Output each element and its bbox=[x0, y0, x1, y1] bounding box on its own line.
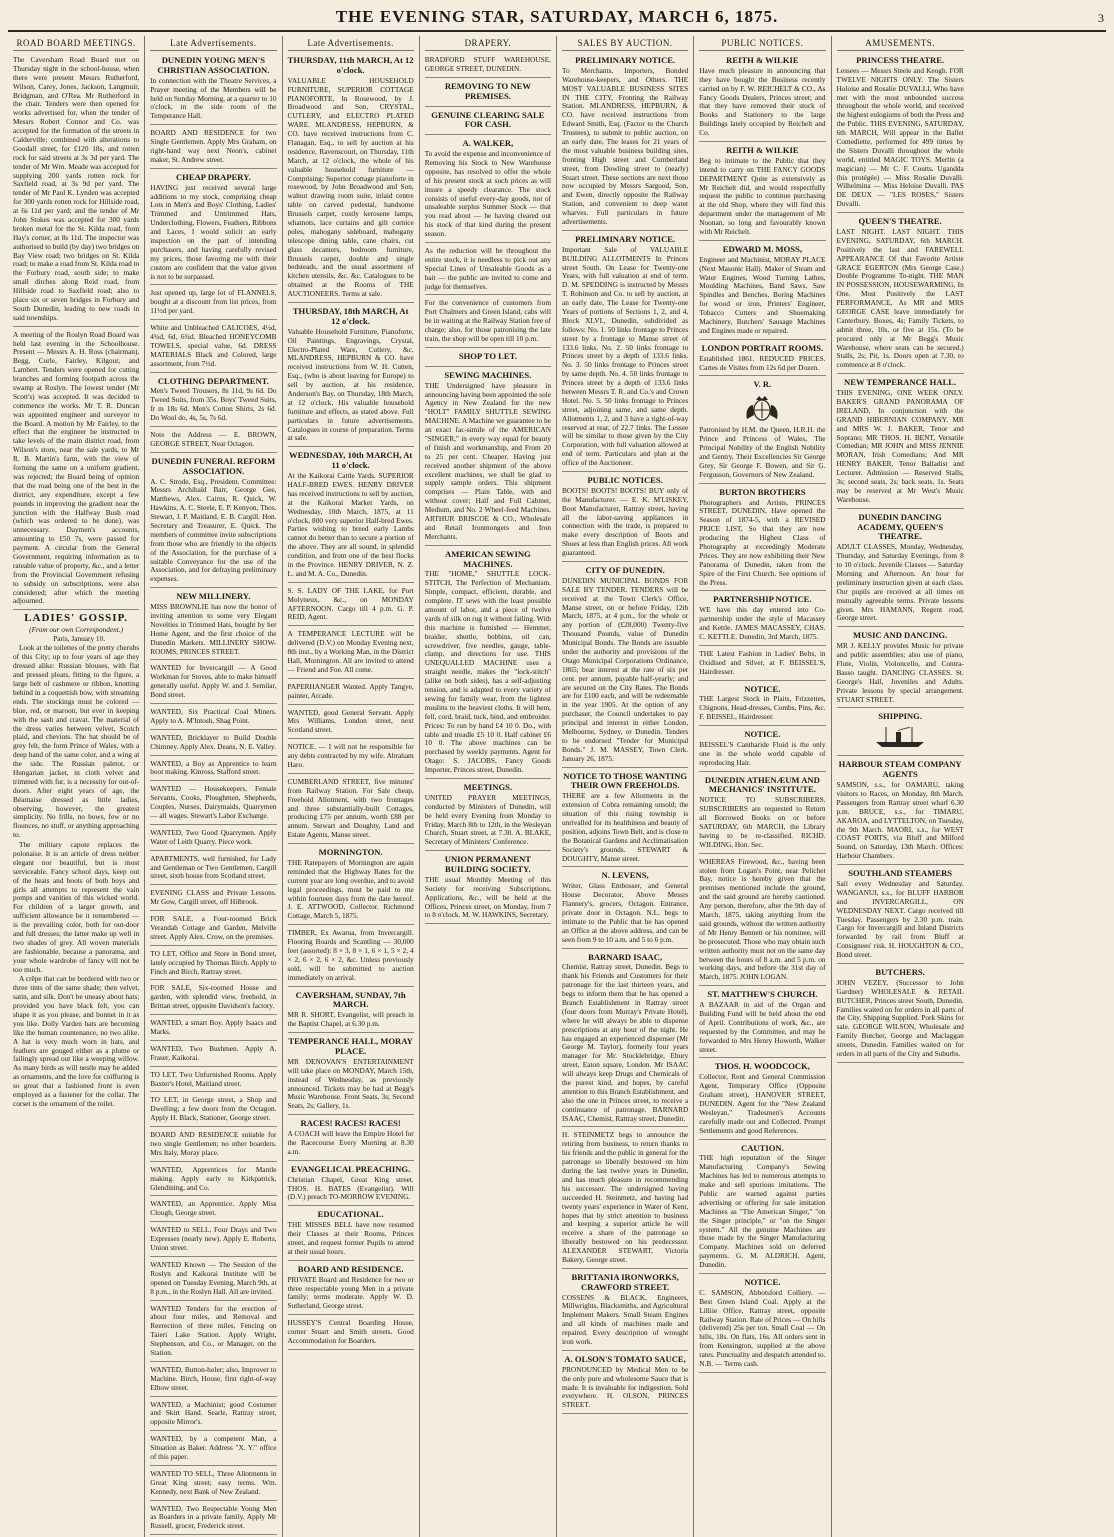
ad-text: WE have this day entered into Co-partnership under the style of Macassey and Kettle. JAMES MACASSEY, CHAS. C. KETTLE. Dunedin, 3rd March, 1875. bbox=[699, 605, 826, 641]
ad-text: MISS BROWNLIE has now the honor of inviting attention to some very Elegant Novelties in Trimmed Hats, bought by her Home Agent, and the first choice of the Dunedin Markets. MILLINERY SHOW-ROOMS, PRINCES STREET. bbox=[150, 602, 277, 656]
ad-text: WANTED, Two Respectable Young Men as Boarders in a private family. Apply Mr Russell, grocer, Frederick street. bbox=[150, 1503, 277, 1531]
ad-title: BUTCHERS. bbox=[875, 966, 925, 977]
ad-title: REITH & WILKIE bbox=[726, 144, 799, 155]
ad-text: MR R. SHORT, Evangelist, will preach in the Baptist Chapel, at 6.30 p.m. bbox=[287, 1010, 414, 1029]
ad-preliminary-notice bbox=[562, 54, 688, 231]
ad-text: HUSSEY'S Central Boarding House, corner Stuart and Smith streets. Good Accommodation for Boarders. bbox=[287, 1318, 414, 1345]
ad-text: As the reduction will be throughout the entire stock, it is needless to pick out any Special Lines of Unsaleable Goods as a bait — the public are invited to come and judge for themselves. bbox=[424, 246, 551, 291]
ad-text: SAMSON, s.s., for OAMARU, taking visitors to Races, on Monday, 8th March. Passengers from Rattray street wharf 6.30 p.m. BRUCE, s.s., for TIMARU, AKAROA, and LYTTELTON, on Tuesday, the 9th March. MAORI, s.s., for WEST COAST PORTS, via Bluff and Milford Sound, on Saturday, 13th March. Offices: Harbour Chambers. bbox=[836, 780, 964, 861]
ad-title: CAUTION. bbox=[741, 1142, 784, 1153]
ad-evening-class-and-private-lessons bbox=[150, 887, 276, 911]
ad-meetings bbox=[425, 781, 551, 851]
ad-title: CLOTHING DEPARTMENT. bbox=[157, 375, 269, 386]
column-public-notices bbox=[694, 36, 831, 1537]
ad-city-of-dunedin bbox=[562, 564, 688, 768]
column-sales-by-auction bbox=[557, 36, 694, 1537]
ad-whereas-firewood bbox=[699, 856, 825, 986]
ad-apartments bbox=[150, 853, 276, 886]
ad-title: CAVERSHAM, SUNDAY, 7th MARCH. bbox=[295, 989, 406, 1010]
ad-title: NOTICE. bbox=[744, 729, 781, 740]
ad-wanted bbox=[150, 732, 276, 756]
ad-text: To Merchants, Importers, Bonded Warehouse-keepers, and Others. THE MOST VALUABLE BUSINESS SITES IN THE CITY, Fronting the Railway Station. MLANDRESS, HEPBURN, & CO. have received instructions from Edward Smith, Esq. (Factor to the Church Trustees), to submit to public auction, on an early date, The leases for 21 years of the most valuable business building sites, fronting High street and Cumberland street, from Dowling street to (nearly) Stuart street. These sections are next those now occupied by Messrs Sargood, Son, and Ewen, directly opposite the Railway Station, and convenient to deep water wharves. Full particulars in future advertisements. bbox=[562, 65, 689, 226]
ad-title: BRITTANIA IRONWORKS, CRAWFORD STREET. bbox=[571, 1271, 679, 1292]
ad-hussey-s-central-boarding-house bbox=[288, 1317, 414, 1350]
ad-wanted bbox=[150, 758, 276, 782]
ad-text: UNITED PRAYER MEETINGS, conducted by Ministers of Dunedin, will be held every Evening from Monday to Friday, March 8th to 12th, in the Wesleyan Church, Stuart street, at 7.30. A. BLAKE, Secretary of Ministers' Conference. bbox=[424, 792, 551, 847]
ad-text: APARTMENTS, well furnished, for Lady and Gentleman or Two Gentlemen, Cargill street, sixth house from Scotland street. bbox=[150, 853, 277, 881]
ad-title: PRELIMINARY NOTICE. bbox=[575, 54, 676, 65]
ad-wednesday-10th-march-at-11-o-clock bbox=[288, 449, 414, 582]
ad-thursday-11th-march-at-12-o-clock bbox=[288, 54, 414, 303]
ad-educational bbox=[288, 1208, 414, 1260]
ad-title: MORNINGTON. bbox=[318, 847, 383, 858]
ad-n-levens bbox=[562, 869, 688, 948]
ad-text: BOARD AND RESIDENCE for two Single Gentlemen. Apply Mrs Graham, on right-hand way next Neon's, cabinet maker, St. Andrew street. bbox=[150, 128, 277, 164]
ad-sewing-machines bbox=[425, 369, 551, 546]
ad-the-latest-fashion-in-ladies-belts bbox=[699, 648, 825, 681]
column-heading: SALES BY AUCTION. bbox=[562, 38, 688, 51]
ad-text: Note the Address — E. BROWN, GEORGE STREET, Near Octagon. bbox=[150, 429, 277, 448]
ad-white-and-unbleached-calicoes bbox=[150, 322, 276, 372]
ad-title: PUBLIC NOTICES. bbox=[587, 475, 663, 486]
ad-text: WANTED, a Machinist; good Costumer and Skirt Hand. Searle, Rattray street, opposite Mirror's. bbox=[150, 1399, 277, 1427]
ad-title: DUNEDIN FUNERAL REFORM ASSOCIATION. bbox=[151, 455, 276, 476]
ad-text: A BAZAAR in aid of the Organ and Building Fund will be held about the end of April. Contributions of work, &c., are requested by the Committee, and may be forwarded to Mrs Henry Howorth, Walker street. bbox=[699, 1000, 826, 1054]
ad-title: REITH & WILKIE bbox=[726, 54, 799, 65]
ad-bradford-stuff-warehouse bbox=[425, 54, 551, 78]
article-roslyn-board bbox=[13, 329, 139, 611]
ad-races-races-races bbox=[288, 1117, 414, 1161]
ad-to-let bbox=[150, 1069, 276, 1093]
ad-title: NEW TEMPERANCE HALL. bbox=[844, 377, 957, 388]
ad-title: BOARD AND RESIDENCE. bbox=[297, 1263, 404, 1274]
ad-text: FOR SALE, Six-roomed House and garden, with splendid view, freehold, in Brittan street, opposite Davidson's factory. bbox=[150, 983, 277, 1011]
ad-text: WANTED to SELL, Four Drays and Two Expresses (nearly new). Apply E. Roberts, Union street. bbox=[150, 1225, 277, 1253]
ad-union-permanent-building-society bbox=[425, 853, 551, 924]
ad-caution bbox=[699, 1142, 825, 1274]
ad-southland-steamers bbox=[837, 867, 964, 964]
ad-text: PAPERHANGER Wanted. Apply Tangye, painter, Arcade. bbox=[287, 681, 414, 700]
ad-text: A. C. Strode, Esq., President. Committee: Messrs Archibald Barr, George Gee, Matthews, Alex. Cairns, R. Quick, W. Hawkins, A. C. Steele, E. P. Kenyon, Thos. Stewart, J. P. Maitland, E. B. Cargill. Hon. Secretary and Treasurer, E. Quick. The members of committee invite subscriptions from those who are friendly to the objects of the Association, for the purchase of a suitable Conveyance for the use of the Association, and for defraying preliminary expenses. bbox=[150, 476, 277, 584]
ad-title: A. OLSON'S TOMATO SAUCE, bbox=[564, 1353, 686, 1364]
ad-london-portrait-rooms bbox=[699, 342, 825, 377]
ad-text: C. SAMSON, Abbotsford Colliery. — Best Green Island Coal. Apply at the Lilliie Office, Rattray street, opposite Railway Station. Rate of Prices — On hills (delivered) 25s per ton. Small Coal — On hills, 18s. On flats, 16s. All orders sent in from Kensington, supplied at the above rates. Punctuality and despatch attended to. N.B. — Terms cash. bbox=[699, 1287, 826, 1368]
ad-wanted bbox=[150, 1433, 276, 1466]
ad-title: THURSDAY, 18th MARCH, At 12 o'clock. bbox=[292, 305, 409, 326]
ad-text: THE Ratepayers of Mornington are again reminded that the Highway Rates for the current year are long overdue, and to avoid legal proceedings, must be paid to me within fourteen days from the date hereof. J. E. ATTWOOD, Collector. Richmond Cottage, March 5, 1875. bbox=[287, 858, 414, 921]
ad-title: REMOVING TO NEW PREMISES. bbox=[444, 80, 531, 101]
ad-text: THE high reputation of the Singer Manufacturing Company's Sewing Machines has led to numerous attempts to make and sell spurious imitations. The Public are warned against parties advertising or offering for sale imitation Machines as "The American Singer," "on the Singer principle," or "on the Singer system." All the genuine Machines are those made by the Singer Manufacturing Company. Machines sold on deferred payments. G. M. ALDRICH, Agent, Dunedin. bbox=[699, 1153, 826, 1270]
ad-text: Photographers and Artists, PRINCES STREET, DUNEDIN, Have opened the Season of 1874-5, with a REVISED PRICE LIST, So that they are now producing the Highest Class of Photography at exceedingly Moderate Prices. They are now exhibiting their New Panorama of Dunedin, taken from the Spire of the First Church. See opinions of the Press. bbox=[699, 497, 826, 587]
ad-text: Valuable Household Furniture, Pianoforte, Oil Paintings, Engravings, Crystal, Electro-Plated Ware, Cutlery, &c. MLANDRESS, HEPBURN & CO. have received instructions from W. H. Cutten, Esq., (who is about leaving for Europe) to sell by auction, at his residence, Anderson's Bay, on Thursday, 18th March, at 12 o'clock, His valuable household furniture and effects, as stated above. Full particulars in future advertisements. Catalogues in course of preparation. Terms at sale. bbox=[287, 326, 414, 443]
ad-text: THE MISSES BELL have now resumed their Classes at their Rooms, Princes street, and request former Pupils to attend at their usual hours. bbox=[287, 1220, 414, 1256]
ad-wanted-housekeepers bbox=[150, 783, 276, 825]
ad-wanted bbox=[150, 706, 276, 730]
ad-a-walker bbox=[425, 137, 551, 243]
ad-text: TIMBER, Ex Awarua, from Invercargill. Flooring Boards and Scantling — 30,000 feet (assorted): 8 × 3, 8 × 1, 6 × 1, 5 × 2, 4 × 2, 6 × 2, 6 × 2, &c. Unless previously sold, will be submitted to auction immediately on arrival. bbox=[287, 928, 414, 982]
ad-preliminary-notice bbox=[562, 233, 688, 472]
ad-text: DUNEDIN MUNICIPAL BONDS FOR SALE BY TENDER. TENDERS will be received at the Town Clerk's Office, Manse street, on or before Friday, 12th March, 1875, at 4 p.m., for the whole or any portion of (£28,000) Twenty-five Thousand Pounds, value of Dunedin Municipal Bonds. The Bonds are issuable under the authority and provisions of the Otago Municipal Corporations Ordinance, 1865; bear interest at the rate of six per cent. per annum, payable half-yearly; and are secured on the City Rates. The Bonds are for £100 each, and will be redeemable in the year 1905. At the option of any purchaser, the Council undertakes to pay principal and interest in either London, Melbourne, Sydney, or Dunedin. Tenders to be endorsed "Tender for Municipal Bonds." J. M. MASSEY, Town Clerk. January 26, 1875. bbox=[562, 575, 689, 763]
ad-title: TEMPERANCE HALL, MORAY PLACE. bbox=[288, 1036, 413, 1056]
ad-shop-to-let bbox=[425, 350, 551, 367]
ad-text: WANTED — Housekeepers, Female Servants, Cooks, Ploughmen, Shepherds, Couples, Nurses, Dairymaids, Quarrymen — all wages. Stewart's Labor Exchange. bbox=[150, 784, 277, 820]
ad-text: Just opened up, large lot of FLANNELS, bought at a discount from list prices, from 11½d per yard. bbox=[150, 288, 277, 316]
column-late-ads-1 bbox=[145, 36, 282, 1537]
column-drapery bbox=[420, 36, 557, 1537]
ad-title: WEDNESDAY, 10th MARCH, At 11 o'clock. bbox=[288, 450, 413, 471]
ad-title: V. R. bbox=[753, 379, 772, 390]
ad-princess-theatre bbox=[837, 54, 964, 213]
ad-st-matthew-s-church bbox=[699, 988, 825, 1058]
ad-text: TO LET, Two Unfurnished Rooms. Apply Baxter's Hotel, Maitland street. bbox=[150, 1069, 277, 1088]
ad-for-the-convenience-of-customers-from-po bbox=[425, 297, 551, 347]
ad-text: BOARD AND RESIDENCE suitable for two single Gentlemen; no other boarders. Mrs Italy, Moray place. bbox=[150, 1130, 277, 1157]
column-road-board bbox=[8, 36, 145, 1537]
ad-text: Chemist, Rattray street, Dunedin. Begs to thank his Friends and Customers for their patronage for the last thirteen years, and begs to inform them that he has opened a Branch Establishment in Rattray street (four doors from Murray's Private Hotel), where he will always be able to dispense prescriptions at any hour of the night. He has engaged an experienced dispenser (Mr George M. Taylor), formerly four years manager for Mr. Stocklebridge, Ebury street, Eaton square, London. Mr ISAAC will always keep Drugs and Chemicals of the purest kind, and hopes, by careful attention to this Branch Establishment, and also the one in Princes street, to receive a continuance of patronage. BARNARD ISAAC, Chemist, Rattray street, Dunedin. bbox=[562, 962, 689, 1123]
newspaper-columns bbox=[8, 36, 1106, 1531]
ad-text: WANTED, Bricklayer to Build Double Chimney. Apply Alex. Deans, N. E. Valley. bbox=[150, 732, 277, 751]
ad-to-let bbox=[150, 1094, 276, 1127]
ad-title: CHEAP DRAPERY. bbox=[175, 171, 251, 182]
ad-wanted bbox=[150, 1017, 276, 1041]
ad-text: EVENING CLASS and Private Lessons. Mr Gow, Cargill street, off Hilbrook. bbox=[150, 888, 277, 907]
ad-text: S. S. LADY OF THE LAKE, for Port Molyneux, &c., on MONDAY AFTERNOON. Cargo till 4 p.m. G. P. REID, Agent. bbox=[287, 585, 414, 622]
ad-text: ADULT CLASSES, Monday, Wednesday, Thursday, and Saturday Evenings, from 8 to 10 o'clock. Juvenile Classes — Saturday Morning and Afternoon. An hour for preliminary instruction given at each class. Our pupils are received at all times on mutually agreeable terms. Private lessons given. Mrs HAMANN, Regent road, George street. bbox=[836, 542, 964, 623]
ad-dunedin-young-men-s-christian-associatio bbox=[150, 54, 276, 125]
article-caversham-board bbox=[13, 54, 139, 327]
ad-notice bbox=[699, 1276, 825, 1373]
ad-removing-to-new-premises bbox=[425, 80, 551, 107]
ad-a-olson-s-tomato-sauce bbox=[562, 1353, 688, 1414]
ad-mornington bbox=[288, 846, 414, 925]
article-text: The Caversham Road Board met on Thursday night in the school-house, when there were present Messrs Rutherford, Wilson, Carey, Jones, Jackson, Langmuir, Bridgman, and O'Rea. Mr Rutherford in the chair. Tenders were then opened for works advertised for, when the tender of Messrs Robert Connor and Co. was accepted for the formation of the streets in Calderville; combined with alterations to Goodall street, for £120 18s, and rotten rock for said streets at 3s 3d per yard. The tender of Mr Wm. Meade was accepted for supplying 200 yards rotten rock for Saxfield road, at 3s 9d per yard. The tender of Mr Paul K. Lynden was accepted for 300 yards rotten rock for Hillside road, at 6s 11d per yard; and the tender of Mr John Stokes was accepted for 300 yards broken metal for the St. Kilda road, from Hay's corner, at 8s 11d. The inspector was authorised to build (by day) two bridges on Bay View road; two bridges on St. Kilda road; to make a road from St. Kilda road to the Forbury road, south side; to make small ditches along Reid road, from Hillside road to Saxfield road; also to place six or seven bridges in Forbury and South Dunedin, leading to new roads in said townships. bbox=[13, 54, 140, 322]
ad-text: WANTED, Two Bushmen. Apply A. Fraser, Kaikorai. bbox=[150, 1043, 277, 1062]
ad-text: PRIVATE Board and Residence for two or three respectable young Men in a private family; terms moderate. Apply W. D. Sutherland, George street. bbox=[287, 1274, 414, 1311]
column-heading: DRAPERY. bbox=[425, 38, 551, 51]
ad-text: A COACH will leave the Empire Hotel for the Racecourse Every Morning at 8.30 a.m. bbox=[287, 1129, 414, 1156]
ad-wanted bbox=[150, 1198, 276, 1222]
ad-text: WANTED, Apprentices for Mantle making. Apply early to Kirkpatrick, Glendining, and Co. bbox=[150, 1164, 277, 1192]
ad-music-and-dancing bbox=[837, 629, 964, 708]
ad-text: JOHN VEZEY, (Successor to John Gardner) WHOLESALE & RETAIL BUTCHER, Princes street South, Dunedin. Families waited on for orders in all parts of the City. Shipping Supplied. Pork Skins for sale. GEORGE WILSON, Wholesale and Family Butcher, George and Maclaggan streets, Dunedin. Families waited on for orders in all parts of the City and Suburbs. bbox=[836, 977, 964, 1058]
ad-title: BARNARD ISAAC, bbox=[588, 951, 663, 962]
ad-text: MR DENOVAN'S ENTERTAINMENT will take place on MONDAY, March 15th, instead of Wednesday, as previously announced. Tickets may be had at Begg's Music Warehouse. Front Seats, 3s; Second Seats, 2s; Gallery, 1s. bbox=[287, 1056, 414, 1111]
ad-title: QUEEN'S THEATRE. bbox=[858, 216, 942, 227]
ad-text: Established 1861. REDUCED PRICES. Cartes de Visites from 12s 6d per Dozen. bbox=[699, 353, 826, 372]
ad-text: Collector, Rent and General Commission Agent, Temporary Office (Opposite Graham street), HANOVER STREET, DUNEDIN. Agent for the "New Zealand Wesleyan." Tradesmen's Accounts carefully made out and Collected. Prompt Settlements and good References. bbox=[699, 1072, 826, 1135]
gossip-paragraph: Look at the toilettes of the pretty cherubs of this City; up to four years of age they dressed alike: Russian blouses, with flat and pressed pleats, fitting to the figure, a large belt of cashmere or ribbon, knotting behind in a coquettish bow, with streaming ends. The stockings must be colored — blue, red, or maroon, but ever in keeping with the sash and cravat. The material of the dress varies between velvet, Scotch plaid, and cheviots. The hat should be of grey felt, the form Prince of Wales, with a deep band of the same color, and a wing at the side. The Russian paletot, or Hungarian jacket, in cloth velvet and trimmed with fur, is a necessity for out-of-doors. After eight years of age, the Béarnaise dressed as little ladies, observing, however, the greatest simplicity. No frills, no bows, few or no flounces, no stuff, or anything approaching to. bbox=[13, 643, 140, 840]
ad-title: DUNEDIN ATHENÆUM AND MECHANICS' INSTITUTE. bbox=[704, 774, 820, 795]
ad-text: Engineer and Machinist, MORAY PLACE (Next Masonic Hall). Maker of Steam and Water Engines, Wood Turning Lathes, Moulding Machines, Band Saws, Saw Spindles and Benches, Boring Machines for wood or iron, Printers' Engineer, Tobacco Cutters and Shoemaking Machinery, Butchers' Sausage Machines and Engines made or repaired. bbox=[699, 254, 826, 335]
ad-wanted bbox=[150, 1503, 276, 1536]
ad-text: THERE are a few Allotments in the extension of Cobra remaining unsold; the situation of this rising township is unrivalled for its healthiness and beauty of position, adjoins Town Belt, and is close to the Botanical Gardens and Acclimatisation Society's grounds. STEWART & DOUGHTY, Manse street. bbox=[562, 791, 689, 863]
ad-text: Patronised by H.M. the Queen, H.R.H. the Prince and Princess of Wales, The Principal Nobility of the English Nobility and Gentry, Their Excellencies Sir George Grey, Sir George F. Bowen, and Sir G. Fergusson, Governors of New Zealand. bbox=[699, 425, 826, 479]
ad-harbour-steam-company-agents bbox=[837, 758, 964, 865]
column-amusements bbox=[832, 36, 969, 1537]
correspondent-note: (From our own Correspondent.) bbox=[29, 624, 124, 634]
ad-queen-s-theatre bbox=[837, 215, 964, 374]
ad-text: NOTICE. — I will not be responsible for any debts contracted by my wife. Abraham Haro. bbox=[287, 742, 414, 769]
ad-title: PARTNERSHIP NOTICE. bbox=[713, 594, 812, 605]
ad-public-notices bbox=[562, 474, 688, 562]
ad-text: H. STEINMETZ begs to announce the retiring from business, to return thanks to his friends and the public in general for the patronage so liberally bestowed on him during the last twelve years in Dunedin, and has much pleasure in recommending his successor. The undersigned having succeeded H. Steinmetz, and having had twenty years' experience in Water of Kent, hopes that by strict attention to business and keeping a superior article he will receive a share of the patronage so liberally bestowed on his predecessor. ALEXANDER STEWART, Victoria Bakery, George street. bbox=[562, 1130, 689, 1264]
ad-text: WANTED, a smart Boy. Apply Isaacs and Marks. bbox=[150, 1018, 277, 1037]
ad-as-the-reduction-will-be-throughout-the- bbox=[425, 245, 551, 295]
ad-text: THE Latest Fashion in Ladies' Belts, in Oxidised and Silver, at F. BEISSEL'S, Hairdresser. bbox=[699, 648, 826, 676]
ad-wanted-for-invercargill-a-good-workman-f bbox=[150, 662, 276, 704]
ad-notice bbox=[699, 683, 825, 727]
ad-title: NOTICE. bbox=[744, 1276, 781, 1287]
ad-wanted bbox=[150, 1043, 276, 1067]
ad-barnard-isaac bbox=[562, 951, 688, 1128]
ad-text: PRONOUNCED by Medical Men to be the only pure and wholesome Sauce that is made. It is invaluable for indigestion. Sold everywhere. H. OLSON, PRINCES STREET. bbox=[562, 1364, 689, 1410]
royal-coat-of-arms-icon bbox=[739, 393, 785, 423]
ad-text: In connection with the Theatre Services, a Prayer meeting of the Members will be held on Sunday Morning, at a quarter to 10 o'clock, in the side room of the Temperance Hall. bbox=[150, 75, 277, 121]
ad-wanted-tenders-for-the-erection-of-about bbox=[150, 1303, 276, 1362]
ad-text: Writer, Glass Embosser, and General House Decorator, Above Messrs Flannery's, grocers, Octagon. Entrance, private door in Octagon. N.L. begs to intimate to the Public that he has opened an Office at the above address, and can be seen from 9 to 10 a.m. and 5 to 6 p.m. bbox=[562, 881, 689, 944]
ad-evangelical-preaching bbox=[288, 1163, 414, 1207]
ad-title: THOS. H. WOODCOCK, bbox=[714, 1061, 810, 1072]
ad-new-millinery bbox=[150, 590, 276, 660]
ad-butchers bbox=[837, 966, 964, 1063]
ad-american-sewing-machines bbox=[425, 548, 551, 779]
ad-title: NOTICE TO THOSE WANTING THEIR OWN FREEHOLDS. bbox=[563, 770, 688, 791]
ad-text: THE usual Monthly Meeting of this Society for receiving Subscriptions, Applications, &c., will be held at the Offices, Princes street, on Monday, from 7 to 8 o'clock. M. W. HAWKINS, Secretary. bbox=[424, 874, 551, 920]
ad-text: HAVING just received several large additions to my stock, comprising cheap Lots in Men's and Boys' Clothing, Ladies' Trimmed and Untrimmed Hats, Underclothing, Flowers, Feathers, Ribbons and Laces, I would solicit an early inspection on the part of intending purchasers, and having carefully revised my prices, those favoring me with their custom are confident that the value given is not to be surpassed. bbox=[150, 182, 277, 281]
ad-text: WANTED, good General Servant. Apply Mrs Williams, London street, next Scotland street. bbox=[287, 707, 414, 735]
ad-text: NOTICE TO SUBSCRIBERS. SUBSCRIBERS are requested to Return all Borrowed Books on or before SATURDAY, 6th MARCH, the Library having to be re-classified. RICHD. WILDING, Hon. Sec. bbox=[699, 795, 826, 849]
ad-notice bbox=[288, 741, 414, 774]
ad-text: WANTED TO SELL, Three Allotments in Great King street; easy terms. Wm. Kennedy, next Bank of New Zealand. bbox=[150, 1468, 277, 1496]
column-late-ads-2 bbox=[283, 36, 420, 1537]
ad-clothing-department bbox=[150, 375, 276, 427]
ad-text: Beg to intimate to the Public that they intend to carry on THE FANCY GOODS DEPARTMENT Quite as extensively as Mr Reichelt did, and would respectfully request the public to continue purchasing at the old Shop, where they will find this department under the management of Mr Noonan, so long and favourably known with Mr Reichelt. bbox=[699, 155, 826, 236]
ad-title: EVANGELICAL PREACHING. bbox=[291, 1163, 411, 1174]
ad-text: THE Undersigned have pleasure in announcing having been appointed the sole Agency in New Zealand for the new "HOLT" FAMILY SHUTTLE SEWING MACHINE. A Machine we guarantee to be an exact fac-simile of the AMERICAN "SINGER," in every way equal for beauty of finish and workmanship, and From 20 to 25 per cent. Cheaper. Having just received another shipment of the above excellent machines, we shall be glad to supply sample orders. This shipment comprises — Plain Table, with and without cover; Half and Full Cabinet, Medium, and No. 2 Wheel-feed Machines. ARTHUR BRISCOE & CO., Wholesale and Retail Ironmongers and Iron Merchants. bbox=[424, 380, 551, 541]
ad-text: WANTED, an Apprentice. Apply Miss Clough, George street. bbox=[150, 1199, 277, 1218]
ad-text: To avoid the expense and inconvenience of Removing his Stock to New Warehouse opposite, has resolved to offer the whole of his present stock at such prices as will insure a speedy clearance. The stock consists of useful every-day goods, not of unsaleable surplus Summer Stock — that you read about — he having cleared out his stock of that kind during the present season. bbox=[424, 149, 551, 239]
ad-text: TO LET, Office and Store in Bond street, lately occupied by Thomas Birch. Apply to Finch and Birch, Rattray street. bbox=[150, 948, 277, 976]
column-heading: Late Advertisements. bbox=[288, 38, 414, 51]
ad-reith-wilkie bbox=[699, 54, 825, 142]
ad-title: MEETINGS. bbox=[463, 781, 513, 792]
ad-wanted bbox=[150, 827, 276, 851]
ad-text: Have much pleasure in announcing that they have bought the Business recently carried on by F. W. REICHELT & CO., As Fancy Goods Dealers, Princes street; and that they have removed their stock of Books and Stationery to the large Buildings lately occupied by Reichelt and Co. bbox=[699, 65, 826, 138]
steamship-icon bbox=[870, 725, 930, 749]
ad-text: WANTED, Six Practical Coal Miners. Apply to A. M'Intosh, Shag Point. bbox=[150, 706, 277, 725]
ad-text: Men's Tweed Trousers, 8s 11d, 9s 6d. Do Tweed Suits, from 35s. Boys' Tweed Suits, fr m 18s 6d. Men's Cotton Shirts, 2s 6d. Do Wool do, 4s, 5s, 7s 6d. bbox=[150, 386, 277, 423]
page-number: 3 bbox=[1098, 11, 1104, 25]
ad-v-r bbox=[699, 378, 825, 483]
ad-text: Important Sale of VALUABLE BUILDING ALLOTMENTS In Princes street South. On Lease for Twenty-one Years, with full valuation at end of term. D. M. SPEDDING is instructed by Messrs T. Robinson and Co. to sell by auction, at an early date, The Lease for Twenty-one Years of portions of Sections 1, 2, and 4, Block XLVI., Dunedin, subdivided as follows: No. 1. 50 links frontage to Princes street by a frontage to Manse street of 133.6 links. No. 2. 50 links frontage to Princes street by a depth of 133.6 links. No. 3. 50 links frontage to Princes street by same depth. No. 4. 50 links frontage to Princes street by a depth of 133.6 links between Messrs T. R. and Co.'s and Crown Hotel. No. 5. 50 links frontage to Princes street, adjoining same, and same depth. Allotments 1, 2, and 3 have a right-of-way reserved at rear, of 22.7 links. The Lessee will be similar to those given by the City Corporation, with full valuation allowed at end of term. Particulars and plan at the office of the Auctioneer. bbox=[562, 244, 689, 468]
ad-title: LONDON PORTRAIT ROOMS. bbox=[701, 342, 824, 353]
ad-wanted-to-sell bbox=[150, 1224, 276, 1257]
ad-title: SEWING MACHINES. bbox=[444, 369, 532, 380]
ad-text: Sail every Wednesday and Saturday. WANGANUI, s.s., for BLUFF HARBOR and INVERCARGILL, ON WEDNESDAY NEXT. Cargo received till Tuesday. Passengers by 2.30 p.m. train. Cargo for Invercargill and Inland Districts forwarded by rail from Bluff at Consignees' risk. H. HOUGHTON & CO., Bond street. bbox=[836, 878, 964, 960]
ad-dunedin-athen-um-and-mechanics-institute bbox=[699, 774, 825, 854]
ad-edward-m-moss bbox=[699, 243, 825, 340]
column-heading: ROAD BOARD MEETINGS. bbox=[13, 38, 139, 51]
column-heading: PUBLIC NOTICES. bbox=[699, 38, 825, 51]
ad-cumberland-street bbox=[288, 776, 414, 844]
ad-just-opened-up bbox=[150, 287, 276, 320]
gossip-dateline: Paris, January 10. bbox=[53, 633, 106, 643]
ad-title: GENUINE CLEARING SALE FOR CASH. bbox=[431, 109, 545, 130]
gossip-paragraph: The military capote replaces the polonaise. It is an article of dress neither elegant nor beautiful, but is most serviceable. Fancy school days, keep out of the heats and boots of both boys and girls all attempts to represent the vain pomps and vanities of this wicked world. For children of a larger growth, and sufficient allowance be it remembered — is the prevailing color, both for out-door and full dresses; the latter make up well in two shades of grey. All woven materials are fashionable, because a panorama, and your whole wardrobe of fancy will not be too much. bbox=[13, 840, 140, 974]
article-text: A meeting of the Roslyn Road Board was held last evening in the Schoolhouse. Present — Messrs A. H. Ross (chairman), Begg, Curle, Fairley, Kilgour, and Lambert. Tenders were opened for cutting branches and forming footpath across the swamp at Roslyn. The lowest tender (Mr Scott's) was accepted. It was decided to commence the works. Mr T. R. Duncan was appointed engineer and surveyor to the Board. A motion by Mr Fairley, to the effect that the engineer be instructed to take levels of the main district road, from Wilson's store, near the sale yards, to Mr R. B. Martin's farm, with the view of forming the same on a uniform gradient, was rejected; the Board being of opinion that the road being one of the best in the district, any expenditure, except a few pounds in improving the gradient near the junction with the Halfway Bush road (which was ordered to be done), was unnecessary. Daymen's accounts, amounting to £50 7s, were passed for payment. A circular from the General Government, requiring information as to rateable value of property, &c., and a letter from the Provincial Government refusing to subsidy on subscriptions, were also considered; after which the meeting adjourned. bbox=[13, 329, 140, 606]
ad-text: BOOTS! BOOTS! BOOTS! BUY only of the Manufacturer. — E. K. M'LISKEY, Boot Manufacturer, Rattray street, having all the labor-saving appliances in connection with the trade, is prepared to make every description of Boots and Shoes at less than English prices. All work guaranteed. bbox=[562, 485, 689, 558]
ad-text: WANTED, Two Good Quarrymen. Apply Water of Leith Quarry. Piece work. bbox=[150, 827, 277, 846]
ad-wanted-known-the-session-of-the-roslyn-a bbox=[150, 1259, 276, 1301]
ad-for-sale bbox=[150, 913, 276, 946]
ad-paperhanger-wanted bbox=[288, 681, 414, 705]
ad-text: WANTED for Invercargill — A Good Workman for Stoves, able to make himself generally useful. Apply W. and J. Semilar, Bond street. bbox=[150, 663, 277, 700]
ad-note-the-address-e bbox=[150, 429, 276, 453]
ad-text: TO LET, in George street, a Shop and Dwelling; a few doors from the Octagon. Apply H. Black, Stationer, George street. bbox=[150, 1095, 277, 1123]
ad-h bbox=[562, 1129, 688, 1268]
ad-text: At the Kaikorai Cattle Yards. SUPERIOR HALF-BRED EWES. HENRY DRIVER has received instructions to sell by auction, at the Kaikorai Market Yards, on Wednesday, 10th March, 1875, at 11 o'clock, 800 very superior Half-bred Ewes. Parties wishing to breed early Lambs cannot do better than to secure a portion of the above. They are all sound, in splendid condition, and from one of the best flocks in the Province. HENRY DRIVER, N. Z. L. and M. A. Co., Dunedin. bbox=[287, 471, 414, 578]
ad-text: WANTED, by a competent Man, a Situation as Baker. Address "X. Y." office of this paper. bbox=[150, 1434, 277, 1461]
ad-thursday-18th-march-at-12-o-clock bbox=[288, 305, 414, 447]
ad-s bbox=[288, 585, 414, 627]
ad-title: PRELIMINARY NOTICE. bbox=[575, 233, 676, 244]
newspaper-title: THE EVENING STAR, SATURDAY, MARCH 6, 1875. bbox=[335, 7, 779, 26]
ad-text: THE Largest Stock in Plaits, Frizzettes, Chignons, Head-dresses, Combs, Pins, &c. F. BEISSEL, Hairdresser. bbox=[699, 694, 826, 722]
ad-title: SHOP TO LET. bbox=[458, 350, 517, 361]
ad-text: COSSENS & BLACK, Engineers, Millwrights, Blacksmiths, and Agricultural Implement Makers. Small Steam Engines and all kinds of machines made and repaired. Every description of wrought iron work. bbox=[562, 1292, 689, 1347]
ad-text: A TEMPERANCE LECTURE will be delivered (D.V.) on Monday Evening next, 8th inst., by a Working Man, in the District Hall, Mornington. All are invited to attend — Friend and Foe. All come. bbox=[287, 629, 414, 674]
ad-text: MR J. KELLY provides Music for private and public assemblies; also use of piano, Flute, Violin, Violoncello, and Contra-Basso taught. DANCING CLASSES. St. George's Hall, Juveniles and Adults. Private lessons by special arrangement. STUART STREET. bbox=[836, 641, 964, 704]
ad-title: DUNEDIN DANCING ACADEMY, QUEEN'S THEATRE. bbox=[857, 511, 944, 542]
ad-caversham-sunday-7th-march bbox=[288, 989, 414, 1034]
ad-text: BRADFORD STUFF WAREHOUSE, GEORGE STREET, DUNEDIN. bbox=[424, 54, 551, 73]
ad-title: ST. MATTHEW'S CHURCH. bbox=[707, 989, 818, 1000]
ad-timber bbox=[288, 927, 414, 986]
ad-title: EDUCATIONAL. bbox=[317, 1209, 384, 1220]
ad-board-and-residence bbox=[288, 1263, 414, 1315]
ad-text: Lessees — Messrs Steele and Keogh. FOR TWELVE NIGHTS ONLY. The Sisters Holoise and Rosalie DUVALLI, Who have met with the most unbounded success throughout the whole world, and received the highest eulogiums of both the Press and the Public. THIS EVENING, SATURDAY, 6th MARCH, Will appear in the Ballet Comediette, performed for 499 times by the Sisters Duvalli throughout the whole world, entitled MAGIC TOYS. Merlin (a magician) — Mr C. F. Coutts. Ugandda (his protégée) — Miss Rosalie Duvalli. Wilhelmina — Miss Heloise Duvalli. PAS DE DEUX — "LES ROSES," Sisters Duvalli. bbox=[836, 65, 964, 209]
ad-text: White and Unbleached CALICOES, 4½d, 4¾d, 6d, 6¾d. Bleached HONEYCOMB TOWELS, special value, 6d. DRESS MATERIALS Black and Colored, large assortment, from 7½d. bbox=[150, 323, 277, 368]
ad-title: PRINCESS THEATRE. bbox=[856, 54, 945, 65]
ad-board-and-residence-for-two-single-gentl bbox=[150, 127, 276, 169]
ad-text: WANTED, a Boy as Apprentice to learn boot making. Kinross, Stafford street. bbox=[150, 758, 277, 777]
ad-partnership-notice bbox=[699, 593, 825, 645]
ad-title: DUNEDIN YOUNG MEN'S CHRISTIAN ASSOCIATION. bbox=[157, 54, 270, 75]
ad-text: THIS EVENING, ONE WEEK ONLY. BAKER'S GRAND PANORAMA OF IRELAND, In conjunction with the GRAND HIBERNIAN COMPANY. MR and MRS W. J. BAKER, Tenor and Soprano; MR THOS. H. BENT, Versatile Comedian; MR JOHN and MISS JENNIE MORAN, Irish Comedians; And MR HENRY BAKER, Tenor Balladist and Lecturer. Admission — Reserved Stalls, 3s; second seats, 2s; back seats, 1s. Seats may be reserved at Mr West's Music Warehouse. bbox=[836, 388, 964, 504]
ad-title: A. WALKER, bbox=[462, 138, 514, 149]
ad-text: Christian Chapel, Great King street. THOS. H. BATES (Evangelist). Will (D.V.) preach TO-MORROW EVENING. bbox=[287, 1174, 414, 1202]
ad-to-let bbox=[150, 948, 276, 981]
ad-title: HARBOUR STEAM COMPANY AGENTS bbox=[838, 759, 962, 780]
ad-a-temperance-lecture-will-be-delivered-d bbox=[288, 628, 414, 678]
ad-text: LAST NIGHT. LAST NIGHT. THIS EVENING, SATURDAY, 6th MARCH. Positively the last and FAREWELL APPEARANCE Of that Favorite Artiste GRACE EGERTON (Mrs George Case.) Double Programme To-night. THE MAN IN POSSESSION, HOUSEWARMING, In One. Most Positively the LAST PERFORMANCE, As MR and MRS GEORGE CASE leave immediately for Canterbury. Boxes, 4s; Family Tickets, to admit three, 10s, or five at 15s. (To be procured only at Mr Begg's Music Warehouse, where seats can be secured.) Stalls, 2s; Pit, 1s. Doors open at 7.30, to commence at 8 o'clock. bbox=[836, 226, 964, 370]
ad-shipping bbox=[837, 710, 964, 756]
ad-text: THE "HOME," SHUTTLE LOCK-STITCH, The Perfection of Mechanism. Simple, compact, efficient, durable, and complete. IT sews with the least possible amount of labor, and a piece of twelve yards of silk on rug it without failing. With this machine is furnished — Hemmer, braider, shuttle, bobbins, oil can, screwdriver, five needles, gauge, table-clamp, and directions for use. THIS UNEQUALLED MACHINE uses a straight needle, makes the "lock-stitch" (alike on both sides), has a self-adjusting tension, and is adapted to every variety of sewing for family wear, from the lightest muslins to the heaviest cloths. It will hem, fell, cord, braid, tuck, bind, and embroider. Prices: To run by hand £4 10 0. Do., with table and treadle £5 10 0. Half cabinet £6 10 0. The above machines can be purchased by weekly payments. Agent for Otago: S. JACOBS, Fancy Goods Importer, Princes street, Dunedin. bbox=[424, 569, 551, 775]
ad-for-sale bbox=[150, 982, 276, 1015]
ad-text: WHEREAS Firewood, &c., having been stolen from Logan's Point, near Pelichet Bay, notice is hereby given that the premises mentioned include the ground, and the said ground are hereby cautioned. Any person, therefore, after the 9th day of March, 1875, taking anything from the said grounds, without the written authority of Mr Henry Bennett or his nominee, will be prosecuted. Those who may obtain such written authority must not on the same day between the hours of 8 a.m. and 5 p.m. on working days, and before the 31st day of March, 1875. JOHN LOGAN. bbox=[699, 856, 826, 982]
gossip-paragraph: A crêpe that can be bordered with two or three tints of the same shade; then velvet, satin, and silk. Don't be uneasy about hats; provided you have black felt, you can shape it as you please, and bonnet in it as you like. Dolly Varden hats are becoming like the human countenance, no two alike. A hat is very much worn in hats, and feathers are gouged either as a plume or failingly spread out like a weeping willow. As many birds as will nestle may be added as ornaments, and the love for coiffuring is so great that a fashioned front is even employed as a fastener for the collar. The corset is the ornament of the toilet. bbox=[13, 974, 140, 1108]
ad-title: CITY OF DUNEDIN. bbox=[585, 565, 665, 576]
ad-title: N. LEVENS, bbox=[601, 870, 649, 881]
masthead bbox=[8, 4, 1106, 32]
ad-title: AMERICAN SEWING MACHINES. bbox=[445, 548, 531, 569]
ad-notice-to-those-wanting-their-own-freeho bbox=[562, 770, 688, 868]
ad-thos-h-woodcock bbox=[699, 1060, 825, 1139]
ad-text: BEISSEL'S Cantharide Fluid is the only one in the whole world capable of reproducing Hair. bbox=[699, 739, 826, 767]
ad-text: WANTED Known — The Session of the Roslyn and Kaikorai Institute will be opened on Tuesday Evening, March 9th, at 8 p.m., in the Roslyn Hall. All are invited. bbox=[150, 1259, 277, 1296]
ad-title: SHIPPING. bbox=[878, 711, 922, 722]
ad-title: THURSDAY, 11th MARCH, At 12 o'clock. bbox=[287, 54, 414, 75]
column-heading: AMUSEMENTS. bbox=[837, 38, 964, 51]
ad-burton-brothers bbox=[699, 486, 825, 592]
ad-dunedin-funeral-reform-association bbox=[150, 455, 276, 588]
ad-title: EDWARD M. MOSS, bbox=[722, 243, 802, 254]
ad-brittania-ironworks-crawford-street bbox=[562, 1271, 688, 1351]
ad-wanted bbox=[150, 1399, 276, 1432]
ad-title: BURTON BROTHERS bbox=[719, 486, 806, 497]
ad-notice bbox=[699, 728, 825, 772]
ad-title: NOTICE. bbox=[744, 683, 781, 694]
ad-text: VALUABLE HOUSEHOLD FURNITURE, SUPERIOR COTTAGE PIANOFORTE, In Rosewood, by J. Broadwood and Son, CRYSTAL, CUTLERY, and ELECTRO PLATED WARE. MLANDRESS, HEPBURN, & CO. have received instructions from C. Flanagan, Esq., to sell by auction at his residence, Ravenscourt, on Thursday, 11th March, at 12 o'clock, the whole of his valuable household furniture — Comprising: Superior cottage pianoforte in rosewood, by John Broadwood and Son, walnut drawing room suite, inlaid centre table on carved pedestal, handsome Brussels carpet, costly kerosene lamps, whatnots, lace curtains and gilt cornice poles, mahogany sideboard, mahogany telescope dining table, cane chairs, cut glass decanters, bedroom furniture, Brussels carpet, double and single bedsteads, and the usual assortment of kitchen utensils, &c. &c. Catalogues to be obtained at the Rooms of THE AUCTIONEERS. Terms at sale. bbox=[287, 75, 414, 299]
ad-cheap-drapery bbox=[150, 171, 276, 286]
ad-text: FOR SALE, a Four-roomed Brick Verandah Cottage and Garden, Melville street. Apply Alex. Crow, on the premises. bbox=[150, 914, 277, 941]
ad-text: CUMBERLAND STREET, five minutes' from Railway Station. For Sale cheap, Freehold Allotment, with two frontages and three substantially-built Cottages, producing £75 per annum, worth £88 per annum. Stewart and Doughty, Land and Estate Agents, Manse street. bbox=[287, 776, 414, 840]
ad-genuine-clearing-sale-for-cash bbox=[425, 109, 551, 136]
ad-new-temperance-hall bbox=[837, 376, 964, 508]
ad-wanted-to-sell bbox=[150, 1468, 276, 1501]
ad-wanted bbox=[150, 1164, 276, 1197]
ad-temperance-hall-moray-place bbox=[288, 1035, 414, 1115]
ad-title: UNION PERMANENT BUILDING SOCIETY. bbox=[444, 854, 531, 875]
ad-title: SOUTHLAND STEAMERS bbox=[848, 868, 953, 879]
ad-title: NEW MILLINERY. bbox=[176, 591, 251, 602]
ad-text: WANTED Tenders for the erection of about four miles, and Removal and Reerection of three miles, Fencing on Taieri Lake Station. Apply Wright, Stephenson, and Co., or Manager, on the Station. bbox=[150, 1303, 277, 1357]
column-heading: Late Advertisements. bbox=[150, 38, 276, 51]
ad-dunedin-dancing-academy-queen-s-theatre bbox=[837, 511, 964, 628]
ad-board-and-residence-suitable-for-two-sin bbox=[150, 1129, 276, 1162]
ad-wanted bbox=[288, 707, 414, 740]
ladies-gossip-heading: LADIES' GOSSIP. bbox=[24, 612, 129, 625]
ad-text: WANTED, Button-holer; also, Improver to Machine. Birch, House, first right-of-way Elbow street. bbox=[150, 1364, 277, 1392]
ad-reith-wilkie bbox=[699, 144, 825, 241]
ad-wanted bbox=[150, 1364, 276, 1397]
ad-text: For the convenience of customers from Port Chalmers and Green Island, cabs will be in waiting at the Railway Station free of charge; also, for those patronising the late train, the shop will be open till 10 p.m. bbox=[424, 298, 551, 344]
gossip-text bbox=[13, 635, 139, 1109]
ad-title: RACES! RACES! RACES! bbox=[300, 1118, 401, 1129]
ad-title: MUSIC AND DANCING. bbox=[852, 630, 948, 641]
